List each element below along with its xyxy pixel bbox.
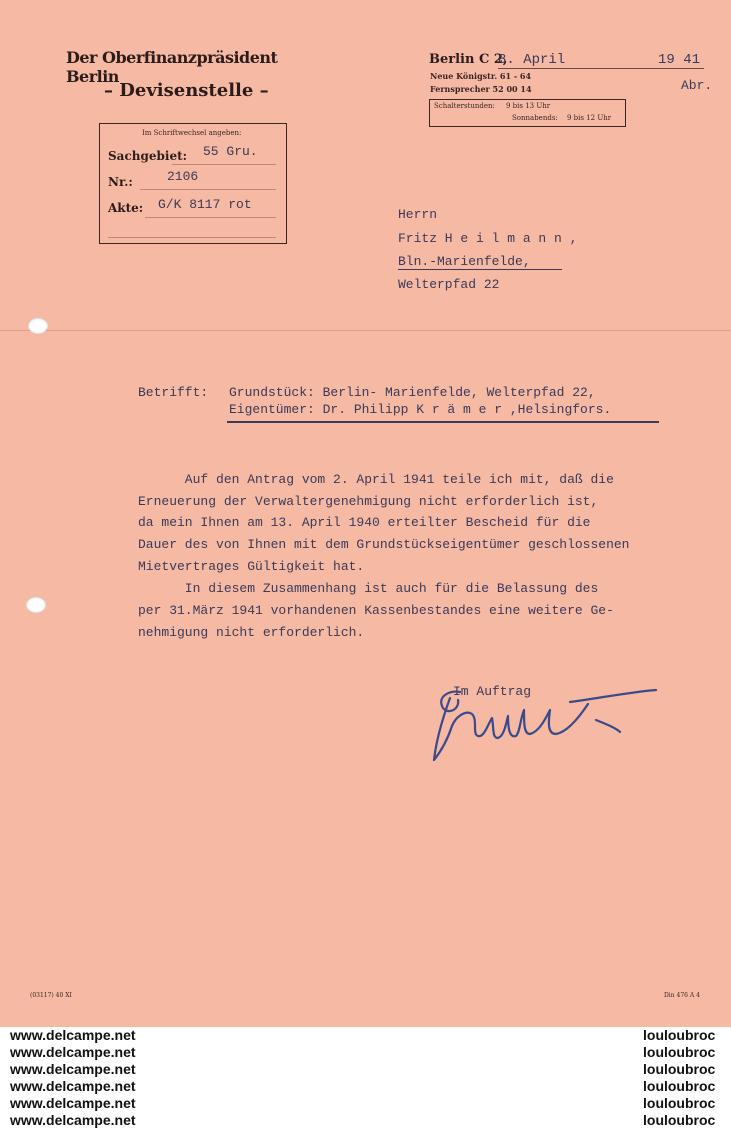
sachgebiet-value: 55 Gru. <box>203 144 258 159</box>
office-hours-saturday-label: Sonnabends: <box>512 114 558 122</box>
letter-year: 19 41 <box>658 52 701 68</box>
recipient-salutation: Herrn <box>398 207 438 222</box>
watermark-site: www.delcampe.net <box>10 1027 136 1043</box>
watermark-site: www.delcampe.net <box>10 1095 136 1111</box>
watermark-site: www.delcampe.net <box>10 1061 136 1077</box>
letterhead-department: – Devisenstelle – <box>104 80 269 101</box>
subject-underline <box>227 421 659 423</box>
letter-date: 8. April <box>498 52 566 68</box>
date-rule <box>498 68 704 69</box>
recipient-street: Welterpfad 22 <box>398 277 500 292</box>
nr-label: Nr.: <box>108 175 133 189</box>
letter-place: Berlin C 2, <box>429 52 508 67</box>
body-line: nehmigung nicht erforderlich. <box>138 625 365 640</box>
watermark-seller: louloubroc <box>643 1027 716 1043</box>
body-line: per 31.März 1941 vorhandenen Kassenbestandes eine weitere Ge- <box>138 603 614 618</box>
office-hours-label: Schalterstunden: <box>434 102 495 110</box>
akte-label: Akte: <box>108 201 144 215</box>
watermark-seller: louloubroc <box>643 1078 716 1094</box>
recipient-city-underline <box>398 269 562 270</box>
watermark-seller: louloubroc <box>643 1044 716 1060</box>
recipient-city: Bln.-Marienfelde, <box>398 254 531 269</box>
field-rule <box>172 164 276 165</box>
sender-phone: Fernsprecher 52 00 14 <box>430 84 532 94</box>
watermark-site: www.delcampe.net <box>10 1044 136 1060</box>
fold-line <box>0 330 731 331</box>
body-line: Dauer des von Ihnen mit dem Grundstückseigentümer geschlossenen <box>138 537 630 552</box>
handwritten-signature <box>420 680 670 770</box>
office-hours-time: 9 bis 13 Uhr <box>506 102 551 110</box>
letterhead-authority: Der Oberfinanzpräsident Berlin <box>66 48 278 86</box>
sachgebiet-label: Sachgebiet: <box>108 149 188 163</box>
closing-formula: Im Auftrag <box>453 684 532 699</box>
field-rule <box>108 237 276 238</box>
abr-mark: Abr. <box>681 78 713 93</box>
body-line: In diesem Zusammenhang ist auch für die Belassung des <box>138 581 599 596</box>
subject-owner: Eigentümer: Dr. Philipp K r ä m e r ,Helsingfors. <box>229 402 612 417</box>
reference-box <box>99 123 287 244</box>
watermark-seller: louloubroc <box>643 1095 716 1111</box>
punch-hole <box>28 318 48 334</box>
office-hours-saturday-time: 9 bis 12 Uhr <box>567 114 612 122</box>
office-hours-box <box>429 99 626 127</box>
body-line: Auf den Antrag vom 2. April 1941 teile ich mit, daß die <box>138 472 614 487</box>
watermark-site: www.delcampe.net <box>10 1112 136 1128</box>
watermark-site: www.delcampe.net <box>10 1078 136 1094</box>
nr-value: 2106 <box>167 169 199 184</box>
din-format: Din 476 A 4 <box>664 992 700 999</box>
body-line: Mietvertrages Gültigkeit hat. <box>138 559 365 574</box>
subject-property: Grundstück: Berlin- Marienfelde, Welterpfad 22, <box>229 385 596 400</box>
body-line: da mein Ihnen am 13. April 1940 erteilter Bescheid für die <box>138 515 591 530</box>
field-rule <box>140 189 276 190</box>
recipient-name: Fritz H e i l m a n n , <box>398 231 578 246</box>
form-number: (03117) 40 XI <box>30 992 72 999</box>
punch-hole <box>26 597 46 613</box>
body-line: Erneuerung der Verwaltergenehmigung nicht erforderlich ist, <box>138 494 599 509</box>
akte-value: G/K 8117 rot <box>158 197 252 212</box>
watermark-seller: louloubroc <box>643 1112 716 1128</box>
subject-label: Betrifft: <box>138 385 209 400</box>
field-rule <box>145 217 276 218</box>
watermark-seller: louloubroc <box>643 1061 716 1077</box>
sender-address: Neue Königstr. 61 - 64 <box>430 71 532 81</box>
reference-caption: Im Schriftwechsel angeben: <box>142 129 242 137</box>
